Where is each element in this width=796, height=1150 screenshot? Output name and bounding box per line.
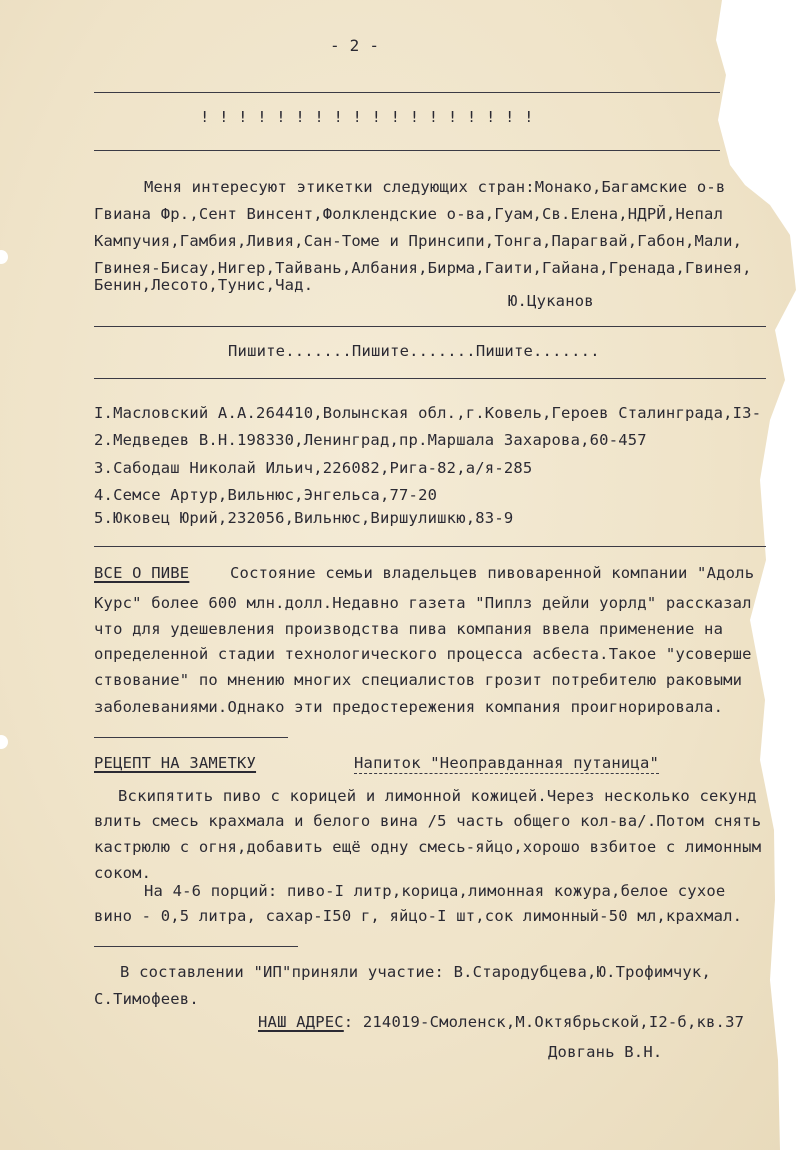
beer-line: Состояние семьи владельцев пивоваренной компании "Адоль xyxy=(230,564,755,582)
recipe-line: влить смесь крахмала и белого вина /5 часть общего кол-ва/.Потом снять xyxy=(94,812,762,830)
intro-line: Гвиана Фр.,Сент Винсент,Фолклендские о-ва,Гуам,Св.Елена,НДРЙ,Непал xyxy=(94,205,724,223)
address-item: 5.Юковец Юрий,232056,Вильнюс,Виршулишкю,83-9 xyxy=(94,509,514,527)
beer-line: ствование" по мнению многих специалистов грозит потребителю раковыми xyxy=(94,671,743,689)
beer-line: определенной стадии технологического процесса асбеста.Такое "усоверше xyxy=(94,645,752,663)
recipe-line: кастрюлю с огня,добавить ещё одну смесь-яйцо,хорошо взбитое с лимонным xyxy=(94,838,762,856)
divider xyxy=(94,737,288,738)
recipe-line: На 4-6 порций: пиво-I литр,корица,лимонная кожура,белое сухое xyxy=(144,882,726,900)
divider xyxy=(94,546,766,547)
beer-line: что для удешевления производства пива компания ввела применение на xyxy=(94,620,724,638)
intro-line: Кампучия,Гамбия,Ливия,Сан-Томе и Принсипи,Тонга,Парагвай,Габон,Мали, xyxy=(94,232,743,250)
address-item: I.Масловский А.А.264410,Волынская обл.,г.Ковель,Героев Сталинграда,I3- xyxy=(94,404,762,422)
beer-heading: ВСЕ О ПИВЕ xyxy=(94,564,190,582)
address-label: НАШ АДРЕС xyxy=(258,1013,344,1031)
exclamation-row: ! ! ! ! ! ! ! ! ! ! ! ! ! ! ! ! ! ! xyxy=(200,108,534,126)
address-item: 2.Медведев В.Н.198330,Ленинград,пр.Маршала Захарова,60-457 xyxy=(94,431,647,449)
recipe-line: Вскипятить пиво с корицей и лимонной кожицей.Через несколько секунд xyxy=(118,787,757,805)
divider xyxy=(94,946,298,947)
recipe-drink-title: Напиток "Неоправданная путаница" xyxy=(354,754,660,772)
address-item: 3.Сабодаш Николай Ильич,226082,Рига-82,а/я-285 xyxy=(94,459,533,477)
intro-line: Гвинея-Бисау,Нигер,Тайвань,Албания,Бирма,Гаити,Гайана,Гренада,Гвинея, xyxy=(94,259,752,277)
our-address xyxy=(258,1015,744,1031)
intro-line: Меня интересуют этикетки следующих стран:Монако,Багамские о-в xyxy=(144,178,726,196)
credits-line: В составлении "ИП"приняли участие: В.Стародубцева,Ю.Трофимчук, xyxy=(120,963,711,981)
recipe-heading: РЕЦЕПТ НА ЗАМЕТКУ xyxy=(94,754,257,772)
recipe-line: вино - 0,5 литра, сахар-I50 г, яйцо-I шт,сок лимонный-50 мл,крахмал. xyxy=(94,907,743,925)
intro-signature: Ю.Цуканов xyxy=(508,292,594,310)
divider xyxy=(94,326,766,327)
editor-name: Довгань В.Н. xyxy=(548,1043,663,1061)
divider xyxy=(94,150,720,151)
credits-line: С.Тимофеев. xyxy=(94,990,199,1008)
address-item: 4.Семсе Артур,Вильнюс,Энгельса,77-20 xyxy=(94,486,438,504)
address-text: : 214019-Смоленск,М.Октябрьской,I2-б,кв.37 xyxy=(343,1013,745,1031)
page-number: - 2 - xyxy=(330,36,380,55)
write-banner: Пишите.......Пишите.......Пишите....... xyxy=(228,342,600,360)
recipe-line: соком. xyxy=(94,864,152,882)
divider xyxy=(94,378,766,379)
beer-line: Курс" более 600 млн.долл.Недавно газета "Пиплз дейли уорлд" рассказал xyxy=(94,594,752,612)
intro-line: Бенин,Лесото,Тунис,Чад. xyxy=(94,276,314,294)
divider xyxy=(94,92,720,93)
beer-line: заболеваниями.Однако эти предостережения компания проигнорировала. xyxy=(94,698,724,716)
